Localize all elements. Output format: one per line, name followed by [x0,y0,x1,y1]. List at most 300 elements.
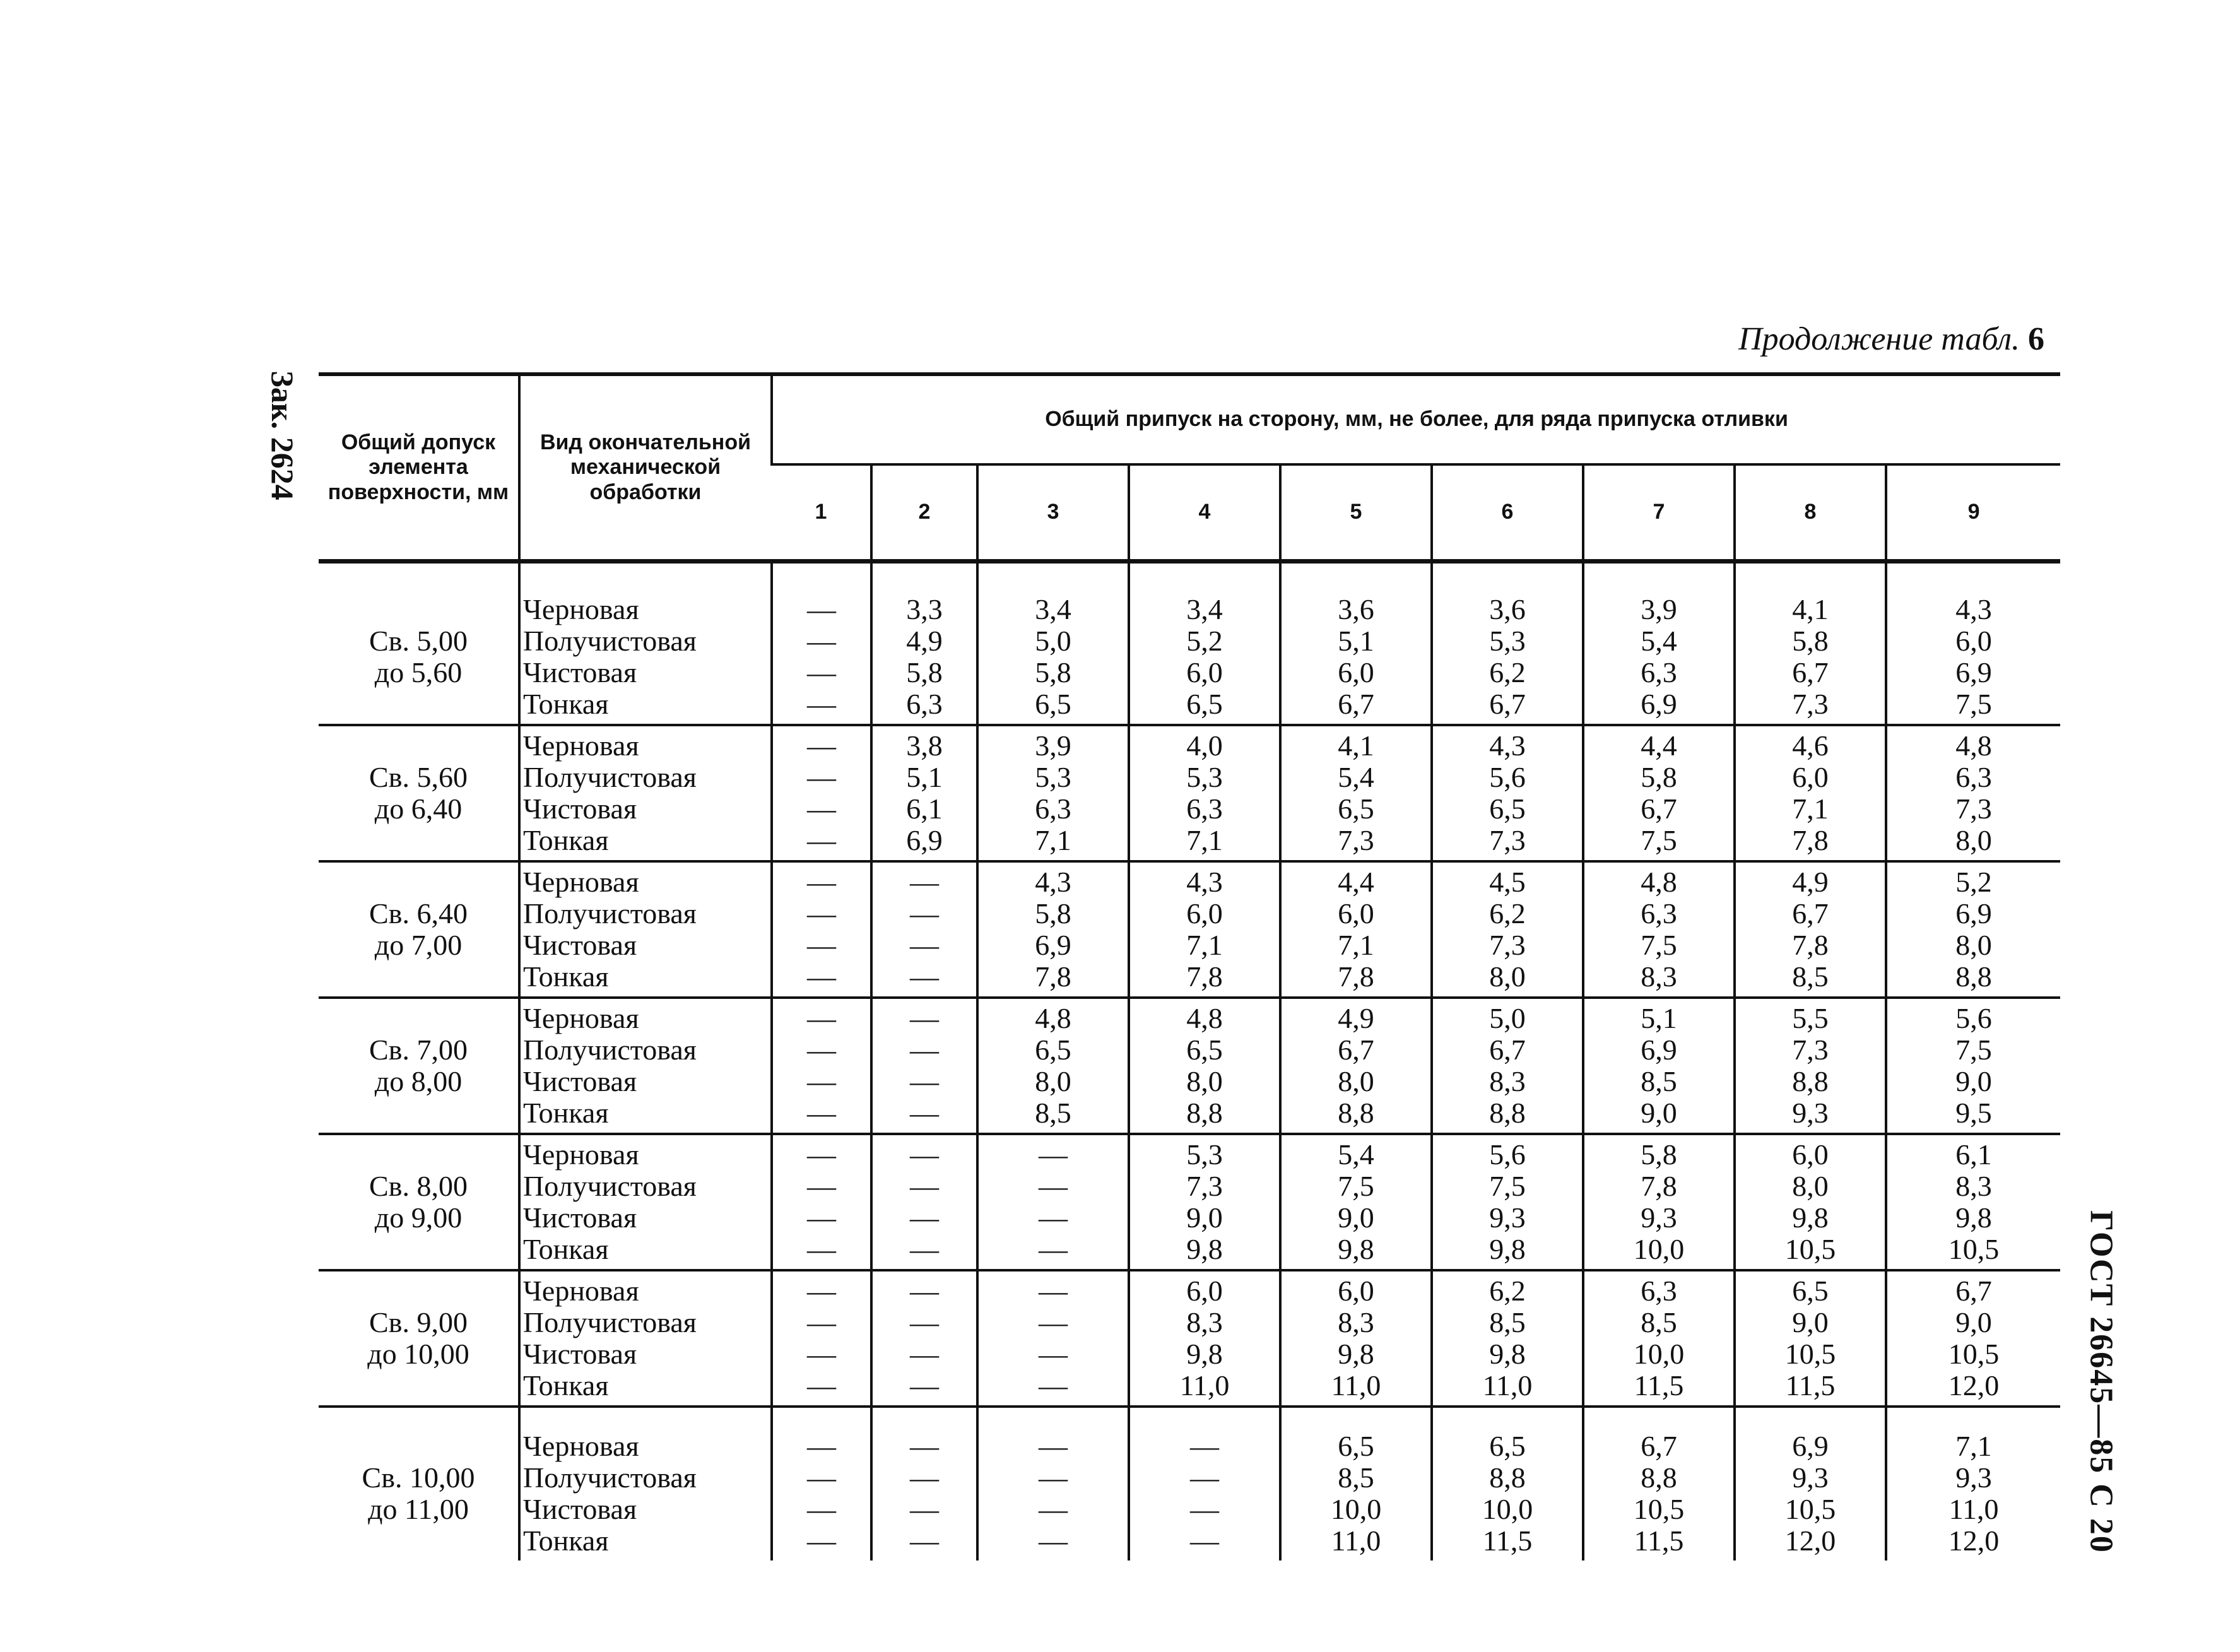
allowance-value: — [807,866,836,898]
machining-operation-label: Тонкая [523,824,609,856]
allowance-value: 11,5 [1482,1525,1533,1557]
allowance-value: 4,6 [1792,729,1829,762]
allowance-values-row-8 [1735,1134,1886,1270]
allowance-value: 4,4 [1641,729,1677,762]
allowance-value: — [807,1338,836,1370]
allowance-value: 6,7 [1489,688,1526,720]
allowance-value: — [910,1430,939,1462]
machining-operations-cell [519,1134,772,1270]
allowance-value: — [807,1097,836,1129]
allowance-value: 5,3 [1186,761,1223,793]
header-row-3: 3 [977,464,1129,562]
machining-operation-label: Чистовая [523,1065,637,1097]
allowance-value: 7,5 [1338,1170,1374,1202]
tolerance-group-row [319,861,2060,998]
machining-operation-label: Тонкая [523,1097,609,1129]
allowance-value: 8,5 [1338,1461,1374,1494]
allowance-value: 6,5 [1489,1430,1526,1462]
allowance-value: 4,9 [1338,1002,1374,1034]
allowance-value: — [807,1065,836,1097]
allowance-value: 11,0 [1331,1525,1381,1557]
allowance-values-row-1 [772,725,871,861]
allowance-value: 9,0 [1955,1306,1992,1338]
allowance-value: 8,5 [1035,1097,1071,1129]
allowance-value: 7,5 [1489,1170,1526,1202]
allowance-values-row-7 [1583,998,1735,1134]
allowance-values-row-3 [977,861,1129,998]
allowance-values-row-5 [1280,861,1432,998]
machining-operation-label: Чистовая [523,929,637,961]
allowance-value: — [1039,1461,1068,1494]
machining-operation-label: Чистовая [523,1201,637,1234]
allowance-values-row-9 [1886,998,2060,1134]
allowance-value: — [910,1493,939,1525]
allowance-value: 12,0 [1948,1525,2000,1557]
allowance-values-row-3 [977,1407,1129,1561]
machining-operations-cell [519,1407,772,1561]
allowance-value: 8,3 [1186,1306,1223,1338]
tolerance-to: до 7,00 [374,929,463,961]
allowance-value: 9,8 [1955,1201,1992,1234]
allowance-value: — [1039,1170,1068,1202]
allowance-value: 7,8 [1338,960,1374,993]
allowance-value: 6,0 [1338,897,1374,929]
header-allowance-group: Общий припуск на сторону, мм, не более, для ряда припуска отливки [772,374,2060,464]
header-tolerance: Общий допуск элемента поверхности, мм [319,374,519,562]
allowance-value: 8,8 [1955,960,1992,993]
allowance-value: 8,5 [1641,1306,1677,1338]
allowance-values-row-2 [871,725,977,861]
allowance-value: 3,4 [1186,593,1223,625]
allowance-values-row-5 [1280,562,1432,726]
allowance-value: 9,3 [1792,1461,1829,1494]
allowance-value: 6,0 [1186,897,1223,929]
allowance-value: — [1039,1233,1068,1265]
allowance-values-row-4 [1129,562,1280,726]
allowance-values-row-9 [1886,1270,2060,1407]
allowance-values-row-7 [1583,562,1735,726]
tolerance-range-cell [319,1270,519,1407]
allowance-value: 6,1 [906,793,943,825]
machining-operation-label: Черновая [523,1275,639,1307]
allowance-value: 6,9 [1641,1034,1677,1066]
allowance-values-row-9 [1886,1407,2060,1561]
allowance-values-row-8 [1735,562,1886,726]
allowance-values-row-1 [772,1407,871,1561]
header-machining: Вид окончательной механической обработки [519,374,772,562]
header-row-5: 5 [1280,464,1432,562]
allowance-value: — [1039,1201,1068,1234]
allowance-values-row-2 [871,1270,977,1407]
allowance-values-row-3 [977,998,1129,1134]
allowance-value: 9,8 [1489,1233,1526,1265]
allowance-value: 4,8 [1641,866,1677,898]
allowance-values-row-9 [1886,562,2060,726]
allowance-value: 4,1 [1792,593,1829,625]
continuation-table-number: 6 [2028,321,2044,357]
allowance-value: — [910,1306,939,1338]
allowance-value: — [1039,1275,1068,1307]
allowance-value: 6,5 [1035,1034,1071,1066]
allowance-value: 6,7 [1955,1275,1992,1307]
tolerance-range-cell [319,861,519,998]
allowance-value: 12,0 [1784,1525,1836,1557]
allowance-value: 6,7 [1338,688,1374,720]
allowance-value: 7,5 [1641,824,1677,856]
allowance-values-row-7 [1583,725,1735,861]
allowance-value: 5,8 [1641,761,1677,793]
allowance-value: 6,3 [1186,793,1223,825]
allowance-value: 5,2 [1955,866,1992,898]
allowance-value: 8,0 [1489,960,1526,993]
allowance-value: 5,3 [1489,625,1526,657]
allowance-values-row-8 [1735,1407,1886,1561]
allowance-value: 3,4 [1035,593,1071,625]
allowance-value: — [910,1097,939,1129]
allowance-value: 4,3 [1186,866,1223,898]
allowance-value: 8,5 [1489,1306,1526,1338]
allowance-value: 4,8 [1955,729,1992,762]
allowance-value: 6,5 [1792,1275,1829,1307]
allowance-value: 7,3 [1792,1034,1829,1066]
allowance-value: 7,5 [1955,1034,1992,1066]
allowance-value: 9,8 [1186,1233,1223,1265]
allowance-value: — [807,1525,836,1557]
allowance-value: 6,3 [906,688,943,720]
allowance-value: — [807,1275,836,1307]
allowance-value: — [1039,1338,1068,1370]
allowance-values-row-2 [871,562,977,726]
allowance-value: — [807,1493,836,1525]
tolerance-range-cell [319,562,519,726]
allowance-table-container [319,372,2035,1561]
allowance-value: 6,7 [1338,1034,1374,1066]
allowance-value: 10,5 [1784,1338,1836,1370]
allowance-value: 7,8 [1186,960,1223,993]
allowance-value: — [807,688,836,720]
machining-operations-cell [519,562,772,726]
allowance-values-row-2 [871,1407,977,1561]
allowance-value: — [910,1002,939,1034]
allowance-values-row-7 [1583,1407,1735,1561]
allowance-values-row-9 [1886,725,2060,861]
allowance-value: 7,1 [1792,793,1829,825]
allowance-value: 9,0 [1186,1201,1223,1234]
allowance-values-row-4 [1129,1134,1280,1270]
tolerance-from: Св. 5,60 [369,761,468,793]
tolerance-range-cell [319,998,519,1134]
allowance-value: 4,4 [1338,866,1374,898]
allowance-value: 7,1 [1955,1430,1992,1462]
allowance-value: 6,7 [1792,656,1829,688]
allowance-value: 4,5 [1489,866,1526,898]
allowance-value: — [807,656,836,688]
allowance-value: 3,6 [1489,593,1526,625]
allowance-value: 9,3 [1955,1461,1992,1494]
allowance-value: — [807,793,836,825]
allowance-value: 4,8 [1186,1002,1223,1034]
allowance-values-row-4 [1129,861,1280,998]
allowance-value: 8,3 [1955,1170,1992,1202]
allowance-value: — [910,1338,939,1370]
allowance-values-row-2 [871,1134,977,1270]
allowance-values-row-7 [1583,861,1735,998]
allowance-values-row-6 [1432,562,1583,726]
machining-operation-label: Черновая [523,1430,639,1462]
allowance-value: — [807,593,836,625]
allowance-values-row-5 [1280,1134,1432,1270]
allowance-value: — [807,960,836,993]
allowance-value: 7,1 [1035,824,1071,856]
allowance-value: 4,3 [1955,593,1992,625]
allowance-value: 10,5 [1948,1233,2000,1265]
tolerance-from: Св. 7,00 [369,1034,468,1066]
machining-operation-label: Получистовая [523,625,697,657]
allowance-value: 5,1 [1338,625,1374,657]
allowance-value: 8,8 [1792,1065,1829,1097]
allowance-value: 5,8 [1035,897,1071,929]
tolerance-group-row [319,1407,2060,1561]
allowance-value: 9,3 [1792,1097,1829,1129]
allowance-value: 6,3 [1035,793,1071,825]
allowance-value: 7,3 [1792,688,1829,720]
allowance-value: 6,0 [1338,1275,1374,1307]
allowance-value: 7,8 [1641,1170,1677,1202]
allowance-value: 6,9 [906,824,943,856]
allowance-value: 5,3 [1186,1138,1223,1171]
allowance-value: 6,9 [1641,688,1677,720]
tolerance-range-cell [319,1407,519,1561]
allowance-value: 7,3 [1489,824,1526,856]
allowance-value: 6,5 [1035,688,1071,720]
machining-operations-cell [519,725,772,861]
tolerance-to: до 10,00 [367,1338,469,1370]
allowance-value: 11,5 [1785,1369,1836,1401]
allowance-value: 8,0 [1955,929,1992,961]
allowance-value: 3,3 [906,593,943,625]
allowance-value: — [807,824,836,856]
allowance-value: 6,2 [1489,656,1526,688]
tolerance-to: до 9,00 [374,1201,463,1234]
allowance-values-row-4 [1129,725,1280,861]
machining-operation-label: Черновая [523,1002,639,1034]
allowance-value: 6,5 [1186,1034,1223,1066]
allowance-value: 6,3 [1955,761,1992,793]
tolerance-to: до 6,40 [374,793,463,825]
allowance-value: 9,0 [1338,1201,1374,1234]
allowance-value: 10,0 [1482,1493,1533,1525]
allowance-value: 9,3 [1641,1201,1677,1234]
tolerance-group-row [319,562,2060,726]
allowance-value: 11,0 [1331,1369,1381,1401]
allowance-values-row-4 [1129,998,1280,1134]
allowance-value: — [807,625,836,657]
allowance-value: 7,1 [1186,824,1223,856]
allowance-values-row-1 [772,998,871,1134]
allowance-value: — [807,929,836,961]
machining-operation-label: Получистовая [523,761,697,793]
machining-operation-label: Черновая [523,1138,639,1171]
allowance-value: 5,3 [1035,761,1071,793]
tolerance-group-row [319,1270,2060,1407]
allowance-value: 6,0 [1955,625,1992,657]
allowance-value: 8,5 [1641,1065,1677,1097]
allowance-value: 8,0 [1186,1065,1223,1097]
allowance-values-row-3 [977,562,1129,726]
tolerance-from: Св. 10,00 [362,1461,475,1494]
header-row-8: 8 [1735,464,1886,562]
allowance-value: 12,0 [1948,1369,2000,1401]
machining-operation-label: Тонкая [523,960,609,993]
allowance-value: 5,0 [1035,625,1071,657]
allowance-value: 8,0 [1338,1065,1374,1097]
table-body [319,562,2060,1561]
allowance-value: 9,8 [1338,1338,1374,1370]
order-number-side-note [257,353,308,517]
machining-operation-label: Получистовая [523,897,697,929]
allowance-value: — [807,1034,836,1066]
header-row-6: 6 [1432,464,1583,562]
allowance-value: 6,0 [1338,656,1374,688]
allowance-value: 6,5 [1489,793,1526,825]
allowance-value: — [807,1002,836,1034]
allowance-value: 8,3 [1489,1065,1526,1097]
allowance-value: — [807,1233,836,1265]
allowance-values-row-6 [1432,1407,1583,1561]
allowance-value: 8,8 [1489,1461,1526,1494]
allowance-value: 5,8 [1035,656,1071,688]
allowance-value: 8,8 [1338,1097,1374,1129]
allowance-values-row-3 [977,1134,1129,1270]
allowance-value: — [910,897,939,929]
allowance-value: — [807,1430,836,1462]
tolerance-to: до 8,00 [374,1065,463,1097]
allowance-values-row-6 [1432,725,1583,861]
table-continuation-caption [1641,321,2044,358]
allowance-value: 8,3 [1338,1306,1374,1338]
allowance-values-row-6 [1432,1134,1583,1270]
allowance-value: 8,5 [1792,960,1829,993]
allowance-values-row-6 [1432,998,1583,1134]
header-row-9: 9 [1886,464,2060,562]
allowance-values-row-8 [1735,725,1886,861]
allowance-value: 5,1 [906,761,943,793]
allowance-value: 6,9 [1955,897,1992,929]
allowance-value: — [1190,1430,1219,1462]
allowance-value: 9,0 [1641,1097,1677,1129]
allowance-value: 10,5 [1633,1493,1685,1525]
allowance-value: 10,5 [1948,1338,2000,1370]
tolerance-range-cell [319,1134,519,1270]
allowance-value: 6,9 [1955,656,1992,688]
allowance-value: — [1190,1525,1219,1557]
allowance-value: — [1190,1493,1219,1525]
allowance-values-row-7 [1583,1134,1735,1270]
machining-operation-label: Тонкая [523,688,609,720]
allowance-value: 8,8 [1489,1097,1526,1129]
tolerance-group-row [319,998,2060,1134]
allowance-values-row-8 [1735,1270,1886,1407]
allowance-value: 6,3 [1641,656,1677,688]
allowance-value: — [807,897,836,929]
allowance-values-row-9 [1886,861,2060,998]
allowance-values-row-7 [1583,1270,1735,1407]
allowance-values-row-2 [871,861,977,998]
allowance-values-row-2 [871,998,977,1134]
allowance-value: — [1039,1138,1068,1171]
allowance-value: 7,5 [1955,688,1992,720]
allowance-values-row-4 [1129,1270,1280,1407]
allowance-value: — [910,866,939,898]
machining-operation-label: Чистовая [523,1493,637,1525]
tolerance-to: до 5,60 [374,656,463,688]
allowance-value: — [1039,1306,1068,1338]
machining-operation-label: Получистовая [523,1170,697,1202]
allowance-value: — [910,1201,939,1234]
allowance-value: — [1190,1461,1219,1494]
allowance-value: 5,6 [1955,1002,1992,1034]
allowance-value: 9,0 [1792,1306,1829,1338]
allowance-value: 6,9 [1035,929,1071,961]
continuation-label: Продолжение табл. [1738,321,2020,357]
allowance-value: 7,8 [1035,960,1071,993]
allowance-value: — [910,929,939,961]
allowance-value: 9,8 [1792,1201,1829,1234]
allowance-value: 5,0 [1489,1002,1526,1034]
allowance-value: — [910,1233,939,1265]
machining-operation-label: Черновая [523,593,639,625]
allowance-value: — [910,1065,939,1097]
allowance-value: — [910,1525,939,1557]
tolerance-from: Св. 8,00 [369,1170,468,1202]
machining-operation-label: Чистовая [523,793,637,825]
header-row-4: 4 [1129,464,1280,562]
allowance-values-row-6 [1432,861,1583,998]
allowance-values-row-1 [772,1134,871,1270]
allowance-value: 6,5 [1338,793,1374,825]
allowance-value: 8,8 [1186,1097,1223,1129]
allowance-value: 5,6 [1489,761,1526,793]
allowance-value: 11,0 [1482,1369,1533,1401]
tolerance-to: до 11,00 [368,1493,469,1525]
allowance-value: 6,0 [1792,761,1829,793]
allowance-value: 6,3 [1641,1275,1677,1307]
allowance-value: 5,8 [1792,625,1829,657]
allowance-value: — [1039,1430,1068,1462]
machining-operation-label: Чистовая [523,656,637,688]
order-number-text: Зак. 2624 [265,370,300,500]
allowance-value: 6,2 [1489,897,1526,929]
allowance-value: 5,4 [1338,761,1374,793]
allowance-values-row-5 [1280,725,1432,861]
allowance-values-row-3 [977,725,1129,861]
allowance-values-row-1 [772,1270,871,1407]
allowance-value: 3,6 [1338,593,1374,625]
allowance-value: 7,1 [1338,929,1374,961]
standard-reference-side-note [2063,1186,2139,1578]
machining-operation-label: Чистовая [523,1338,637,1370]
allowance-value: 5,4 [1641,625,1677,657]
allowance-value: 9,8 [1338,1233,1374,1265]
allowance-value: 8,0 [1792,1170,1829,1202]
allowance-value: — [910,1138,939,1171]
header-row-7: 7 [1583,464,1735,562]
allowance-value: 7,8 [1792,824,1829,856]
header-row-1: 1 [772,464,871,562]
allowance-value: 8,0 [1035,1065,1071,1097]
allowance-value: — [807,1170,836,1202]
allowance-value: — [910,960,939,993]
